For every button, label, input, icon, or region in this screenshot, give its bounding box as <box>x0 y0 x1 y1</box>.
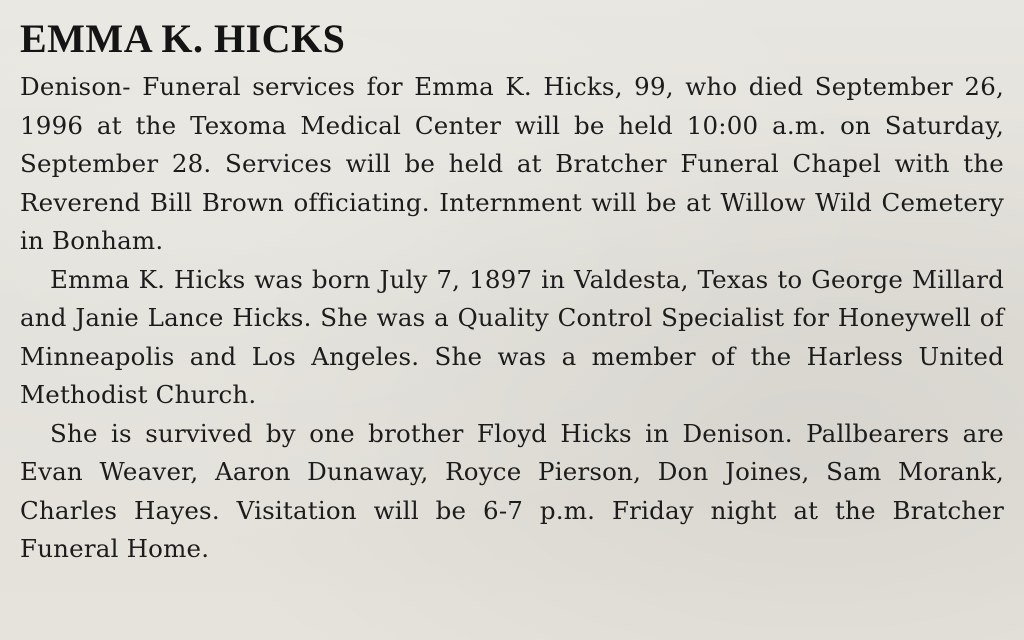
article-paragraph-biography: Emma K. Hicks was born July 7, 1897 in Valdesta, Texas to George Millard and Janie Lance Hicks. She was a Quality Control Specialist for Honeywell of Minneapolis and Los Angeles. She was a member of the Harless United Methodist Church. <box>20 264 1004 409</box>
obituary-article <box>20 12 1004 569</box>
article-headline: EMMA K. HICKS <box>20 16 346 61</box>
article-paragraph-survivors: She is survived by one brother Floyd Hicks in Denison. Pallbearers are Evan Weaver, Aaron Dunaway, Royce Pierson, Don Joines, Sam Morank, Charles Hayes. Visitation will be 6-7 p.m. Friday night at the Bratcher Funeral Home. <box>20 418 1004 563</box>
article-paragraph-services: Denison- Funeral services for Emma K. Hicks, 99, who died September 26, 1996 at the Texoma Medical Center will be held 10:00 a.m. on Saturday, September 28. Services will be held at Bratcher Funeral Chapel with the Reverend Bill Brown officiating. Internment will be at Willow Wild Cemetery in Bonham. <box>20 72 1004 255</box>
